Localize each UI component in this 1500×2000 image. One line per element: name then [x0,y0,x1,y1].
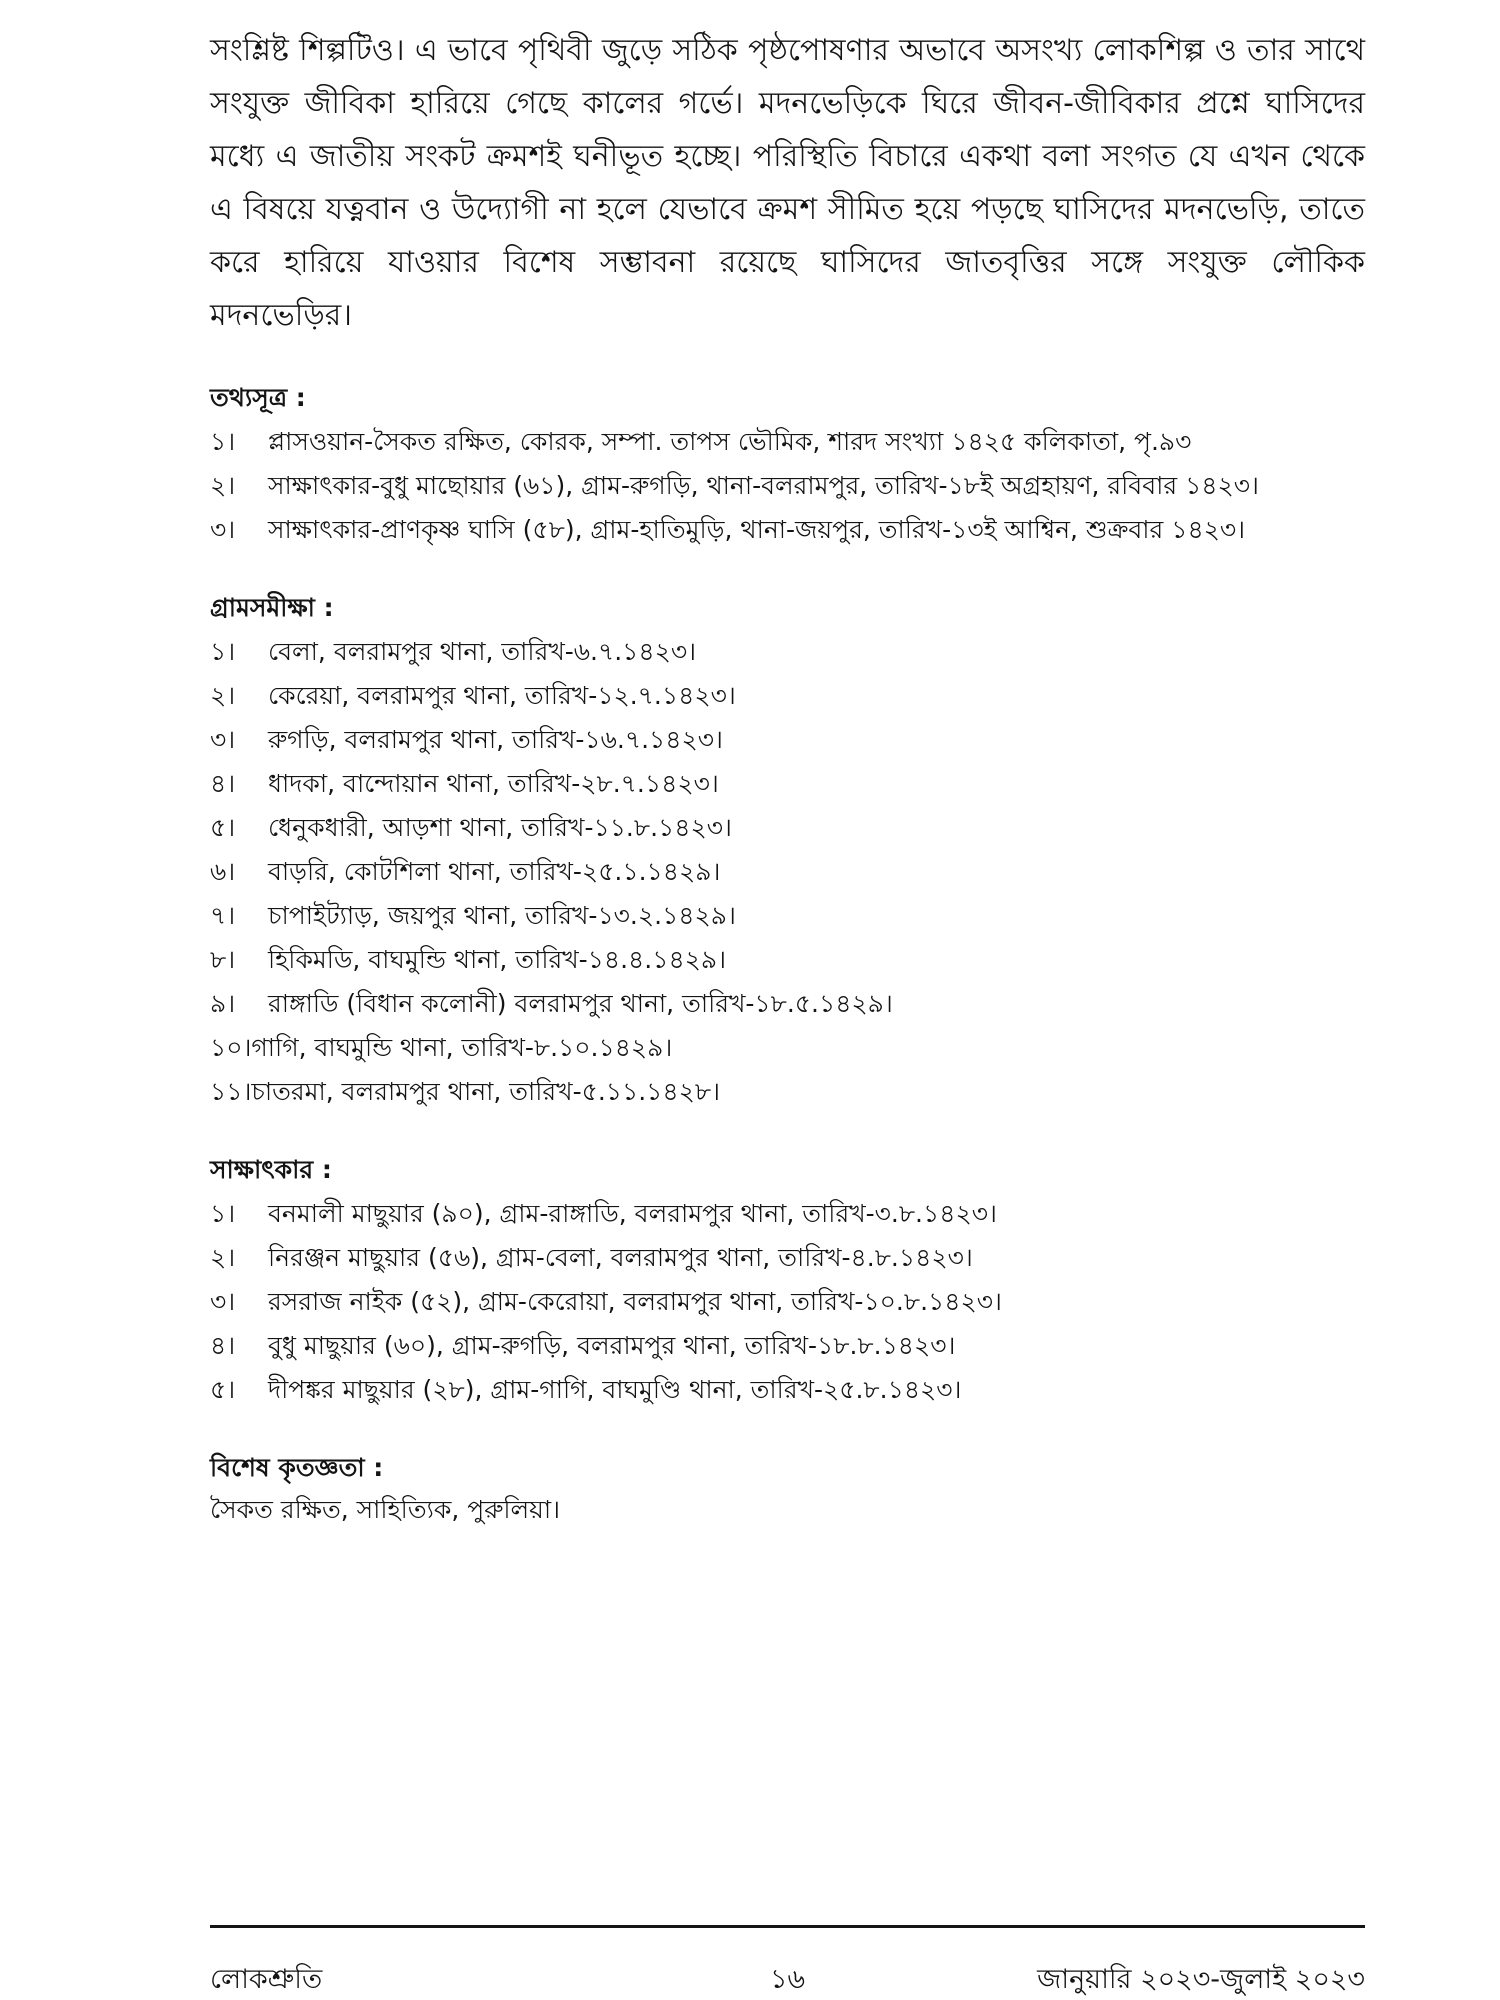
item-text: সাক্ষাৎকার-বুধু মাছোয়ার (৬১), গ্রাম-রুগড়ি, থানা-বলরামপুর, তারিখ-১৮ই অগ্রহায়ণ, রবিবার ১৪২৩। [268,471,1259,500]
item-number: ৪। [210,1331,236,1360]
list-item [210,1026,1365,1070]
list-item [210,762,1365,806]
item-number: ২। [210,681,236,710]
list-item [210,1070,1365,1114]
list-item [210,1280,1365,1324]
list-item [210,982,1365,1026]
item-text: নিরঞ্জন মাছুয়ার (৫৬), গ্রাম-বেলা, বলরামপুর থানা, তারিখ-৪.৮.১৪২৩। [268,1243,973,1272]
item-number: ১। [210,637,236,666]
acknowledgement-text: সৈকত রক্ষিত, সাহিত্যিক, পুরুলিয়া। [210,1495,561,1524]
list-item [210,806,1365,850]
item-number: ১। [210,427,236,456]
item-number: ২। [210,471,236,500]
item-number: ২। [210,1243,236,1272]
body-paragraph: সংশ্লিষ্ট শিল্পটিও। এ ভাবে পৃথিবী জুড়ে সঠিক পৃষ্ঠপোষণার অভাবে অসংখ্য লোকশিল্প ও তার সাথে সংযুক্ত জীবিকা হারিয়ে গেছে কালের গর্ভে। মদনভেড়িকে ঘিরে জীবন-জীবিকার প্রশ্নে ঘাসিদের মধ্যে এ জাতীয় সংকট ক্রমশই ঘনীভূত হচ্ছে। পরিস্থিতি বিচারে একথা বলা সংগত যে এখন থেকে এ বিষয়ে যত্নবান ও উদ্যোগী না হলে যেভাবে ক্রমশ সীমিত হয়ে পড়ছে ঘাসিদের মদনভেড়ি, তাতে করে হারিয়ে যাওয়ার বিশেষ সম্ভাবনা রয়েছে ঘাসিদের জাতবৃত্তির সঙ্গে সংযুক্ত লৌকিক মদনভেড়ির। [210,33,1365,333]
item-number: ৬। [210,857,236,886]
item-text: প্লাসওয়ান-সৈকত রক্ষিত, কোরক, সম্পা. তাপস ভৌমিক, শারদ সংখ্যা ১৪২৫ কলিকাতা, পৃ.৯৩ [268,427,1192,456]
page-number: ১৬ [769,1964,806,1995]
item-number: ৩। [210,1287,236,1316]
list-item [210,1192,1365,1236]
interviews-section [210,1150,1365,1412]
item-text: বনমালী মাছুয়ার (৯০), গ্রাম-রাঙ্গাডি, বলরামপুর থানা, তারিখ-৩.৮.১৪২৩। [268,1199,997,1228]
list-item [210,1324,1365,1368]
item-number: ৫। [210,1375,236,1404]
village-survey-heading: গ্রামসমীক্ষা : [210,593,334,622]
item-number: ১। [210,1199,236,1228]
list-item [210,894,1365,938]
item-number: ৩। [210,515,236,544]
list-item [210,1368,1365,1412]
acknowledgement-section [210,1448,1365,1530]
page-content [210,24,1365,1530]
item-text: চাতরমা, বলরামপুর থানা, তারিখ-৫.১১.১৪২৮। [251,1077,721,1106]
sources-list [210,420,1365,552]
item-text: দীপঙ্কর মাছুয়ার (২৮), গ্রাম-গাগি, বাঘমুণ্ডি থানা, তারিখ-২৫.৮.১৪২৩। [268,1375,962,1404]
item-text: হিকিমডি, বাঘমুন্ডি থানা, তারিখ-১৪.৪.১৪২৯। [268,945,727,974]
list-item [210,1236,1365,1280]
item-text: রুগড়ি, বলরামপুর থানা, তারিখ-১৬.৭.১৪২৩। [268,725,723,754]
acknowledgement-heading: বিশেষ কৃতজ্ঞতা : [210,1453,384,1482]
page-footer [210,1962,1365,1998]
item-number: ১১। [210,1077,252,1106]
interviews-heading: সাক্ষাৎকার : [210,1155,332,1184]
item-text: ধাদকা, বান্দোয়ান থানা, তারিখ-২৮.৭.১৪২৩। [268,769,719,798]
item-number: ৪। [210,769,236,798]
list-item [210,508,1365,552]
village-survey-section [210,588,1365,1114]
list-item [210,420,1365,464]
issue-date: জানুয়ারি ২০২৩-জুলাই ২০২৩ [1037,1964,1365,1995]
item-text: সাক্ষাৎকার-প্রাণকৃষ্ণ ঘাসি (৫৮), গ্রাম-হাতিমুড়ি, থানা-জয়পুর, তারিখ-১৩ই আশ্বিন, শুক্রবার ১৪২৩। [268,515,1246,544]
item-number: ৭। [210,901,236,930]
list-item [210,464,1365,508]
village-survey-list [210,630,1365,1114]
list-item [210,938,1365,982]
item-text: ধেনুকধারী, আড়শা থানা, তারিখ-১১.৮.১৪২৩। [268,813,732,842]
item-text: চাপাইট্যাড়, জয়পুর থানা, তারিখ-১৩.২.১৪২৯। [268,901,736,930]
journal-name: লোকশ্রুতি [210,1964,323,1995]
item-number: ৮। [210,945,236,974]
item-text: বুধু মাছুয়ার (৬০), গ্রাম-রুগড়ি, বলরামপুর থানা, তারিখ-১৮.৮.১৪২৩। [268,1331,956,1360]
item-text: বাড়রি, কোটশিলা থানা, তারিখ-২৫.১.১৪২৯। [268,857,721,886]
item-number: ৯। [210,989,236,1018]
item-text: রাঙ্গাডি (বিধান কলোনী) বলরামপুর থানা, তারিখ-১৮.৫.১৪২৯। [268,989,893,1018]
item-text: কেরেয়া, বলরামপুর থানা, তারিখ-১২.৭.১৪২৩। [268,681,736,710]
item-text: গাগি, বাঘমুন্ডি থানা, তারিখ-৮.১০.১৪২৯। [251,1033,673,1062]
sources-heading: তথ্যসূত্র : [210,383,306,412]
item-text: রসরাজ নাইক (৫২), গ্রাম-কেরোয়া, বলরামপুর থানা, তারিখ-১০.৮.১৪২৩। [268,1287,1002,1316]
sources-section [210,378,1365,552]
item-number: ১০। [210,1033,252,1062]
list-item [210,850,1365,894]
list-item [210,674,1365,718]
item-number: ৩। [210,725,236,754]
list-item [210,630,1365,674]
footer-divider [210,1925,1365,1928]
item-text: বেলা, বলরামপুর থানা, তারিখ-৬.৭.১৪২৩। [268,637,697,666]
interviews-list [210,1192,1365,1412]
item-number: ৫। [210,813,236,842]
list-item [210,718,1365,762]
